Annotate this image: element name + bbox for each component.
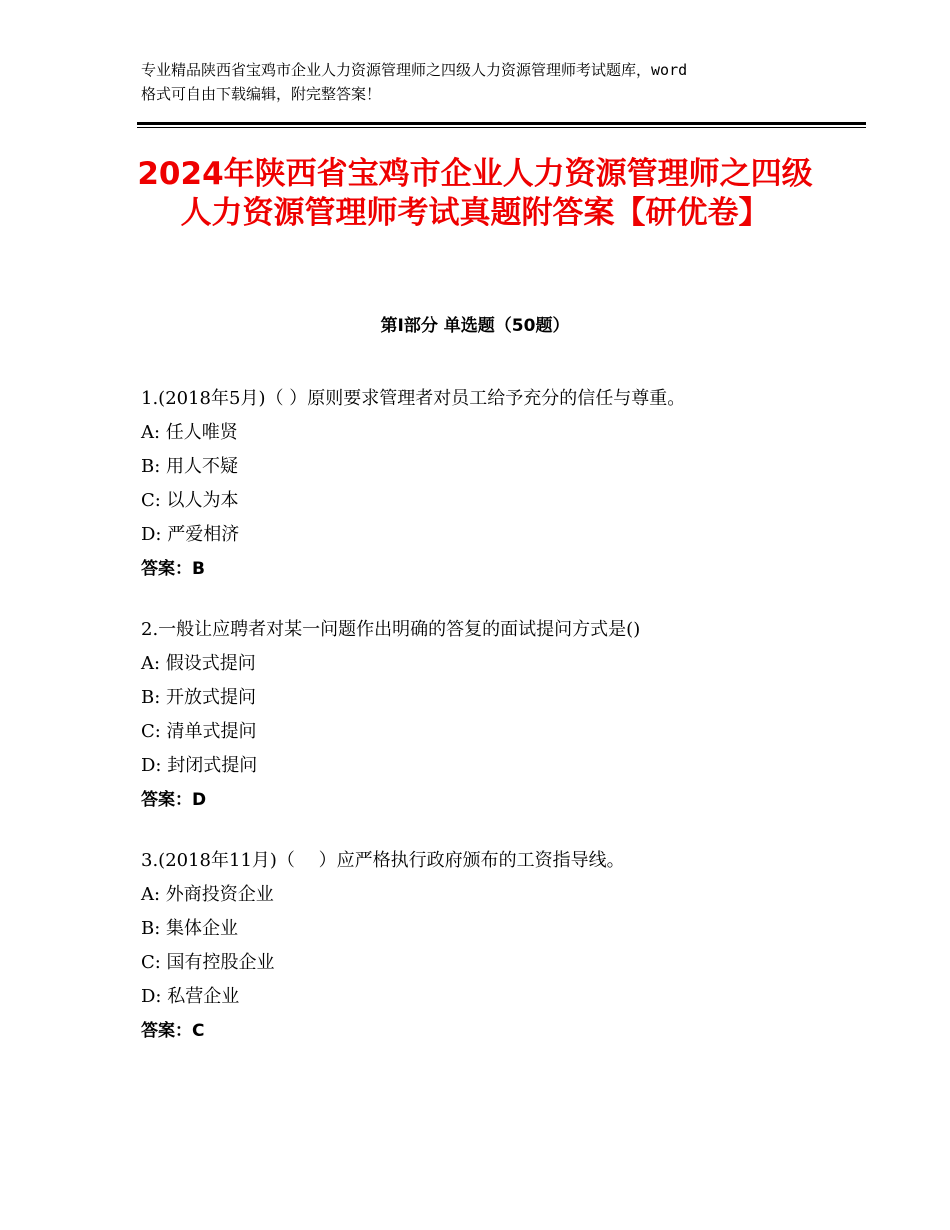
- question-1: [141, 382, 861, 586]
- answer: 答案：D: [141, 790, 207, 810]
- question-stem: 1.(2018年5月)（ ）原则要求管理者对员工给予充分的信任与尊重。: [141, 388, 686, 409]
- question-stem: 3.(2018年11月)（ ）应严格执行政府颁布的工资指导线。: [141, 850, 625, 871]
- option-b: B: 集体企业: [141, 918, 239, 939]
- question-2: [141, 613, 861, 817]
- question-3: [141, 844, 861, 1048]
- option-c: C: 国有控股企业: [141, 952, 275, 973]
- header-line-1: 专业精品陕西省宝鸡市企业人力资源管理师之四级人力资源管理师考试题库，word: [141, 61, 688, 79]
- option-d: D: 严爱相济: [141, 524, 240, 545]
- header-rule-thick: [137, 122, 866, 125]
- option-a: A: 任人唯贤: [141, 422, 238, 443]
- option-b: B: 用人不疑: [141, 456, 239, 477]
- option-c: C: 以人为本: [141, 490, 239, 511]
- option-a: A: 外商投资企业: [141, 884, 274, 905]
- section-title: 第Ⅰ部分 单选题（50题）: [380, 316, 570, 336]
- option-d: D: 封闭式提问: [141, 755, 258, 776]
- question-list: [141, 382, 861, 1075]
- answer: 答案：B: [141, 559, 205, 579]
- option-b: B: 开放式提问: [141, 687, 257, 708]
- header-rule-thin: [137, 127, 866, 128]
- header-line-2: 格式可自由下载编辑，附完整答案！: [141, 85, 382, 103]
- header-note: [141, 58, 841, 106]
- option-d: D: 私营企业: [141, 986, 240, 1007]
- answer: 答案：C: [141, 1021, 205, 1041]
- question-stem: 2.一般让应聘者对某一问题作出明确的答复的面试提问方式是(): [141, 619, 641, 640]
- document-title: 2024年陕西省宝鸡市企业人力资源管理师之四级人力资源管理师考试真题附答案【研优卷】: [137, 156, 813, 231]
- option-a: A: 假设式提问: [141, 653, 256, 674]
- option-c: C: 清单式提问: [141, 721, 257, 742]
